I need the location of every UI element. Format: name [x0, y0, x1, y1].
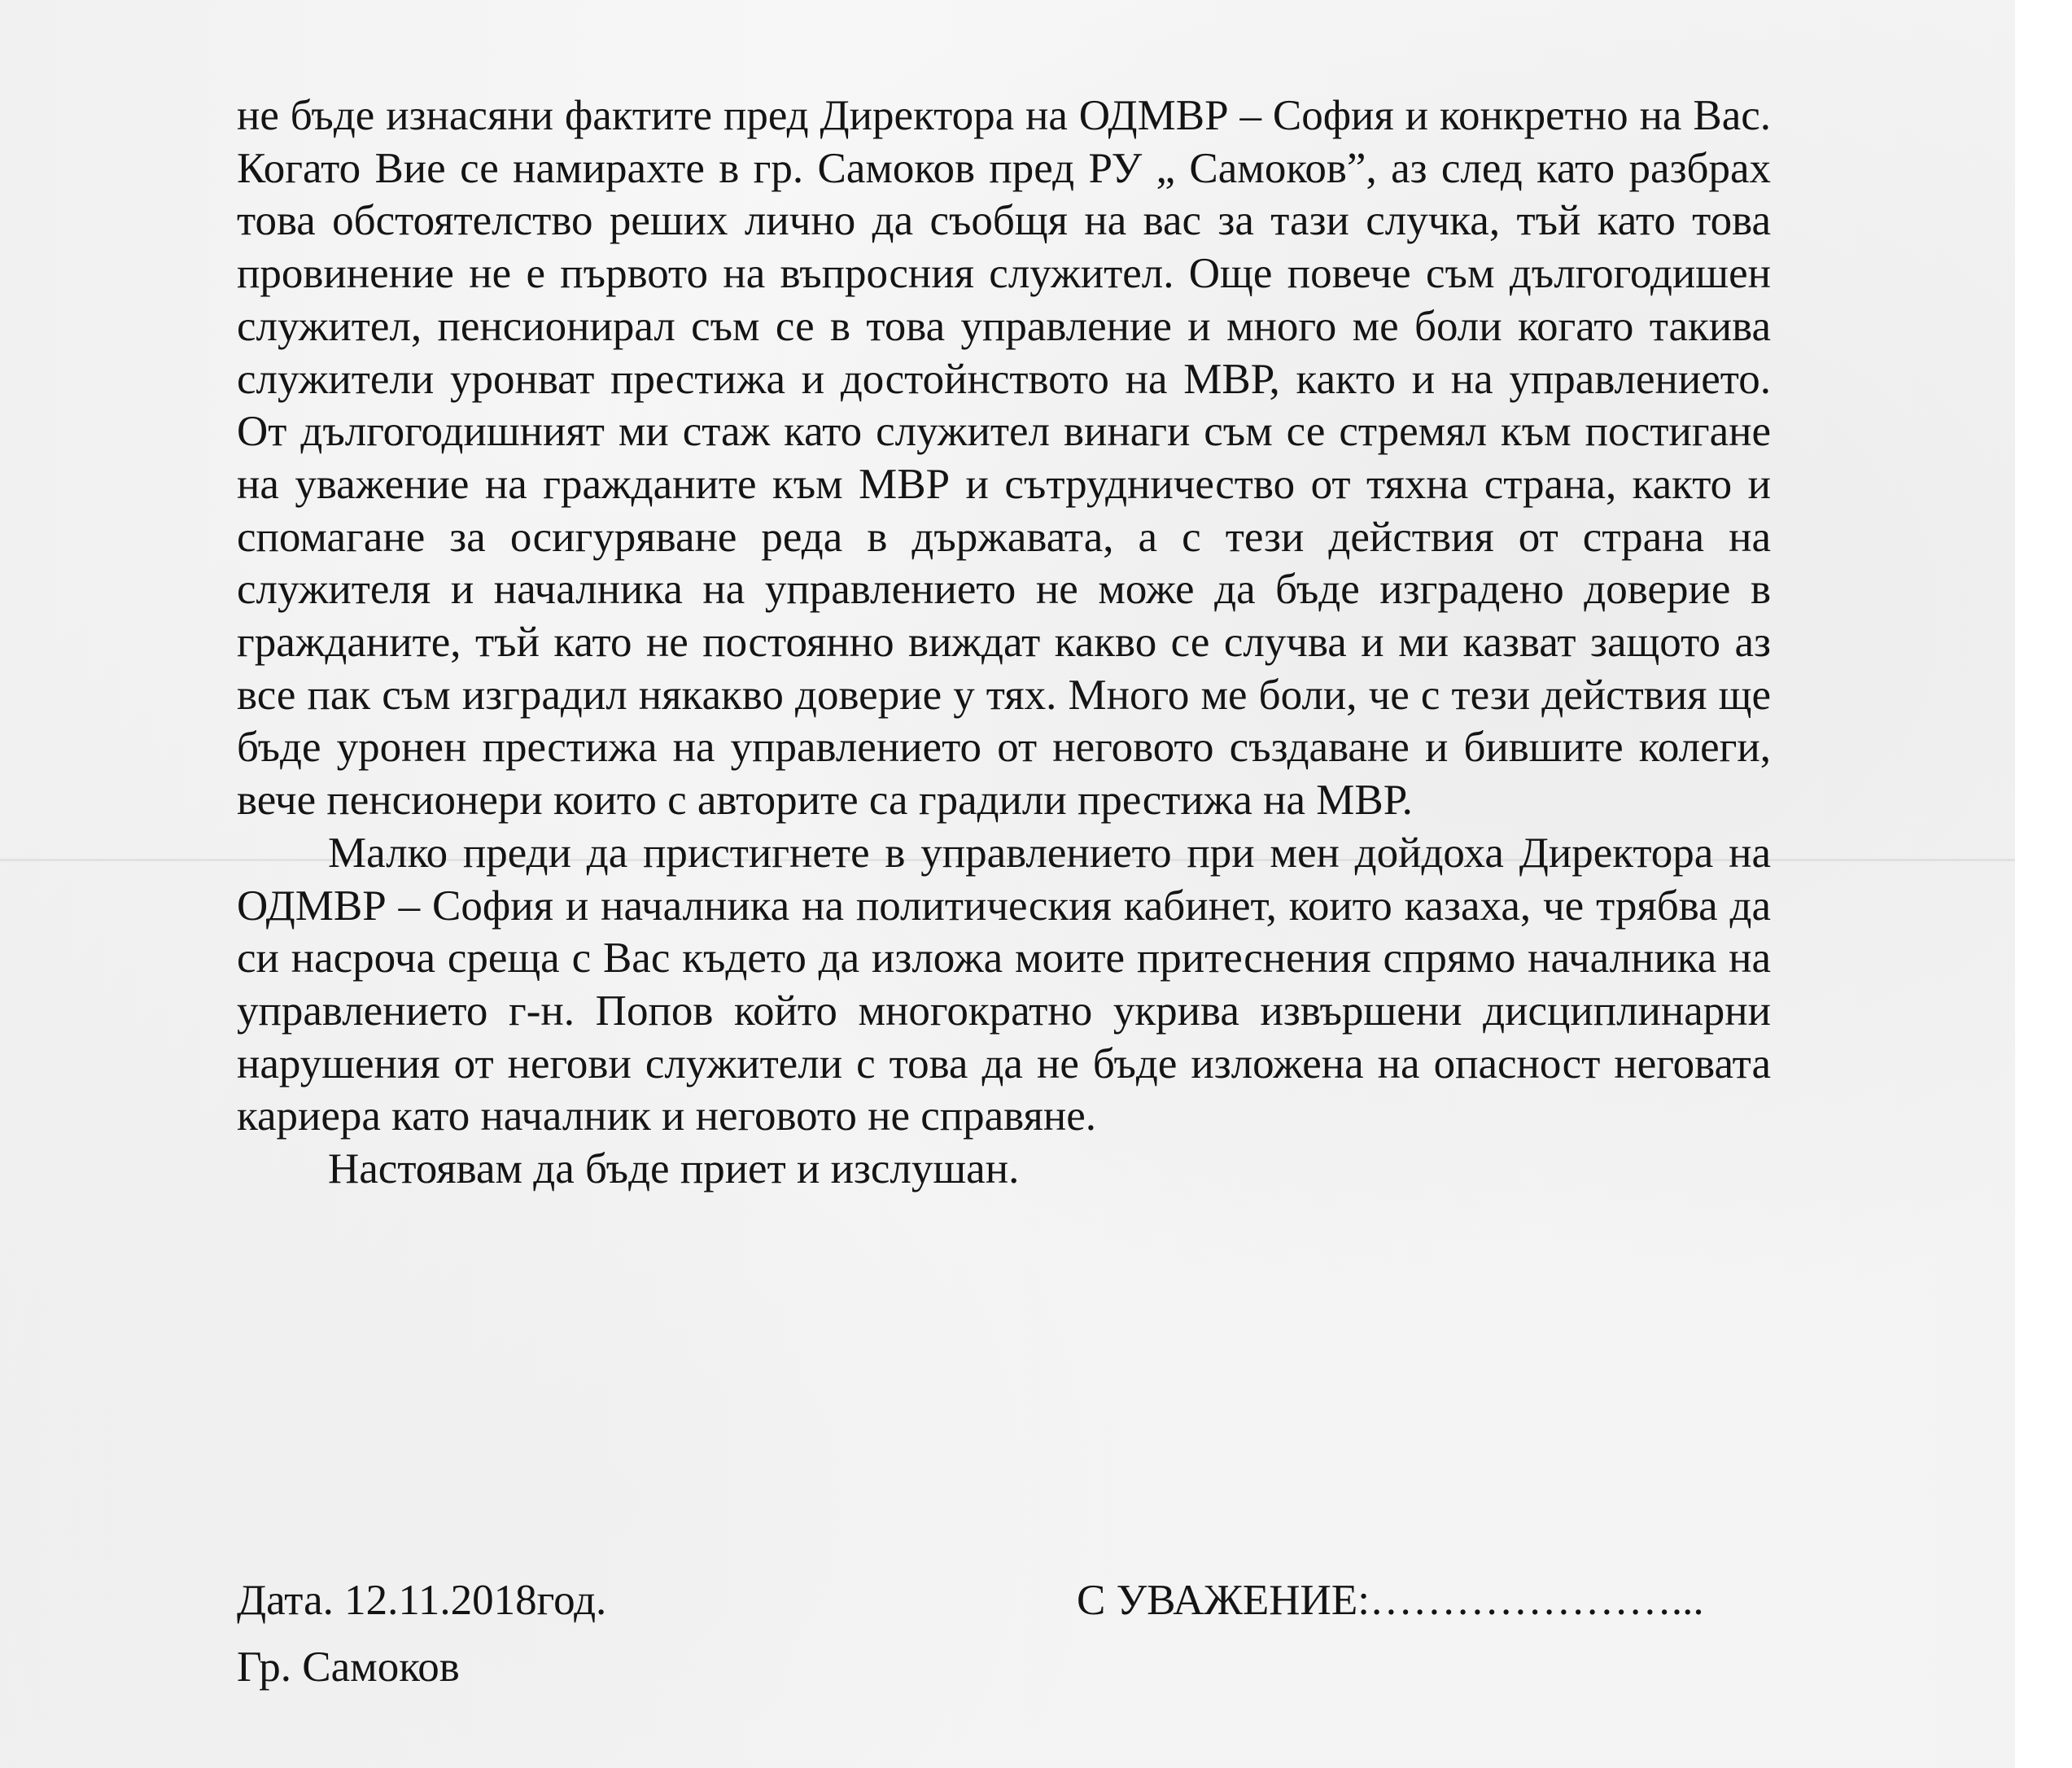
letter-town: Гр. Самоков [237, 1643, 460, 1691]
letter-footer [237, 1567, 1771, 1700]
scan-margin [2015, 0, 2072, 1768]
letter-date: Дата. 12.11.2018год. [237, 1577, 607, 1624]
footer-town-row [237, 1634, 1771, 1700]
letter-paragraph-2: Малко преди да пристигнете в управлението при мен дойдоха Директора на ОДМВР – София и началника на политическия кабинет, които казаха, че трябва да си насроча среща с Вас където да изложа моите притеснения спрямо началника на управлението г-н. Попов който многократно укрива извършени дисциплинарни нарушения от негови служители с това да не бъде изложена на опасност неговата кариера като началник и неговото не справяне. [237, 829, 1771, 1140]
letter-paragraph-3: Настоявам да бъде приет и изслушан. [328, 1145, 1020, 1193]
letter-body [237, 90, 1771, 1196]
footer-date-row [237, 1567, 1771, 1634]
letter-paragraph-1: не бъде изнасяни фактите пред Директора на ОДМВР – София и конкретно на Вас. Когато Вие се намирахте в гр. Самоков пред РУ „ Самоков”, аз след като разбрах това обстоятелство реших лично да съобщя на вас за тази случка, тъй като това провинение не е първото на въпросния служител. Още повече съм дългогодишен служител, пенсионирал съм се в това управление и много ме боли когато такива служители уронват престижа и достойнството на МВР, както и на управлението. От дългогодишният ми стаж като служител винаги съм се стремял към постигане на уважение на гражданите към МВР и сътрудничество от тяхна страна, както и спомагане за осигуряване реда в държавата, а с тези действия от страна на служителя и началника на управлението не може да бъде изградено доверие в гражданите, тъй като не постоянно виждат какво се случва и ми казват защото аз все пак съм изградил някакво доверие у тях. Много ме боли, че с тези действия ще бъде уронен престижа на управлението от неговото създаване и бившите колеги, вече пенсионери които с авторите са градили престижа на МВР. [237, 92, 1771, 825]
signature-line: С УВАЖЕНИЕ:…………………... [1077, 1577, 1704, 1624]
